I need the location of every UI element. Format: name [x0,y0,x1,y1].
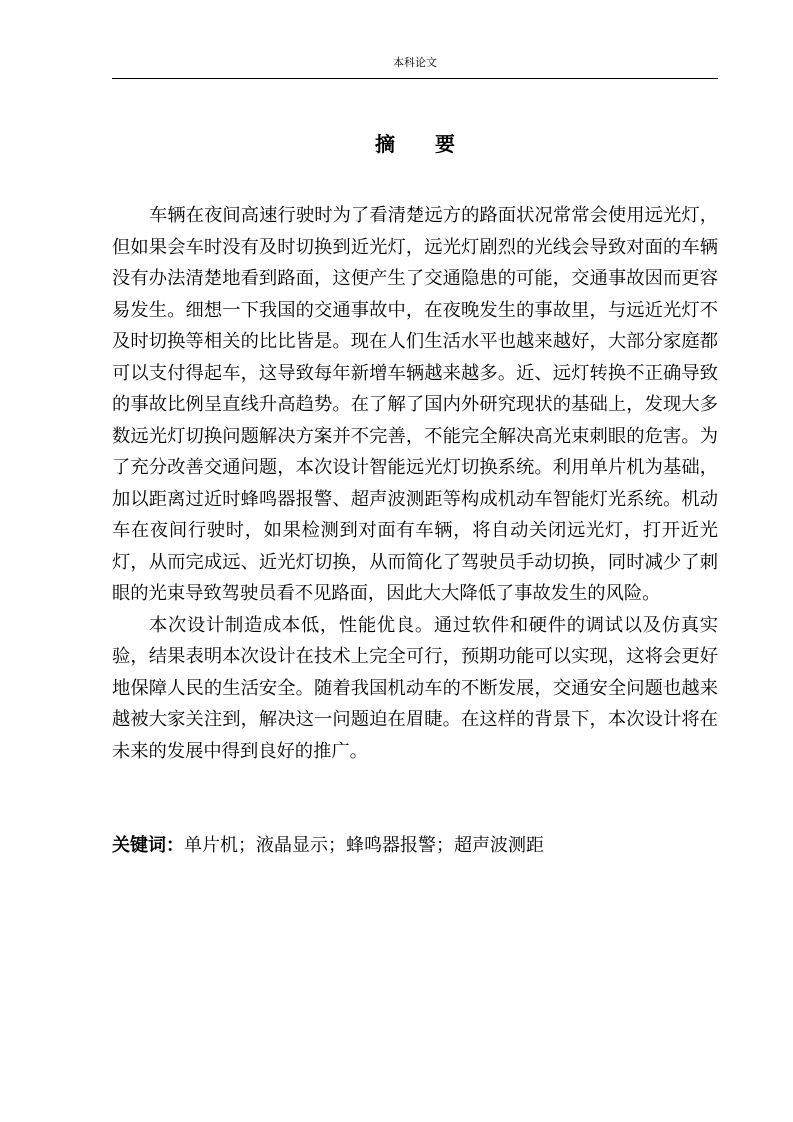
abstract-paragraph-1: 车辆在夜间高速行驶时为了看清楚远方的路面状况常常会使用远光灯，但如果会车时没有及时切换到近光灯，远光灯剧烈的光线会导致对面的车辆没有办法清楚地看到路面，这便产生了交通隐患的可能，交通事故因而更容易发生。细想一下我国的交通事故中，在夜晚发生的事故里，与远近光灯不及时切换等相关的比比皆是。现在人们生活水平也越来越好，大部分家庭都可以支付得起车，这导致每年新增车辆越来越多。近、远灯转换不正确导致的事故比例呈直线升高趋势。在了解了国内外研究现状的基础上，发现大多数远光灯切换问题解决方案并不完善，不能完全解决高光束刺眼的危害。为了充分改善交通问题，本次设计智能远光灯切换系统。利用单片机为基础，加以距离过近时蜂鸣器报警、超声波测距等构成机动车智能灯光系统。机动车在夜间行驶时，如果检测到对面有车辆，将自动关闭远光灯，打开近光灯，从而完成远、近光灯切换，从而简化了驾驶员手动切换，同时减少了刺眼的光束导致驾驶员看不见路面，因此大大降低了事故发生的风险。 [112,205,718,604]
keywords-label: 关键词： [112,835,184,856]
running-title: 本科论文 [393,56,437,69]
page-header [112,56,718,79]
keywords-text: 单片机；液晶显示；蜂鸣器报警；超声波测距 [184,835,544,856]
keywords-line [112,830,718,862]
abstract-paragraph-2: 本次设计制造成本低，性能优良。通过软件和硬件的调试以及仿真实验，结果表明本次设计在技术上完全可行，预期功能可以实现，这将会更好地保障人民的生活安全。随着我国机动车的不断发展，交通安全问题也越来越被大家关注到，解决这一问题迫在眉睫。在这样的背景下，本次设计将在未来的发展中得到良好的推广。 [112,614,718,762]
abstract-title: 摘要 [375,132,495,156]
abstract-body [112,200,718,767]
